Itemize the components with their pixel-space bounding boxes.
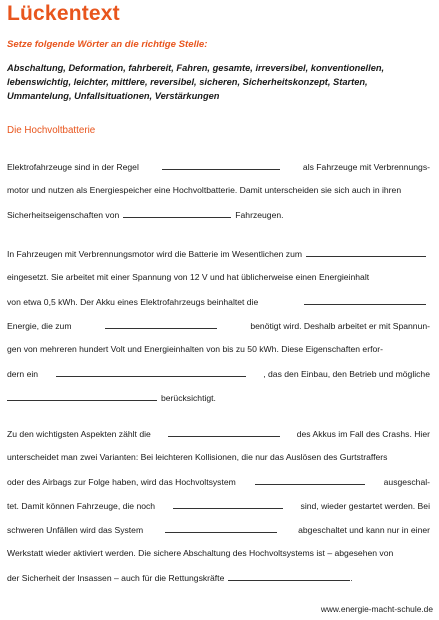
blank-field[interactable] bbox=[7, 391, 157, 401]
text-line bbox=[7, 523, 430, 536]
text-line bbox=[7, 271, 430, 283]
text-segment: Fahrzeugen. bbox=[235, 210, 284, 220]
text-segment: motor und nutzen als Energiespeicher eine Hochvoltbatterie. Damit unterscheiden sie sich auch in ihren bbox=[7, 185, 402, 195]
blank-field[interactable] bbox=[255, 475, 365, 485]
text-segment: Elektrofahrzeuge sind in der Regel bbox=[7, 162, 139, 172]
word-bank: Abschaltung, Deformation, fahrbereit, Fahren, gesamte, irreversibel, konventionellen, lebenswichtig, leichter, mittlere, reversibel, sicheren, Sicherheitskonzept, Starten, Ummantelung, Unfallsituationen, Verstärkungen bbox=[7, 63, 385, 102]
blank-field[interactable] bbox=[162, 160, 280, 170]
text-segment: , das den Einbau, den Betrieb und mögliche bbox=[263, 369, 430, 379]
blank-field[interactable] bbox=[304, 295, 426, 305]
text-line bbox=[7, 160, 430, 173]
blank-field[interactable] bbox=[173, 499, 283, 509]
blank-field[interactable] bbox=[123, 208, 231, 218]
text-segment: eingesetzt. Sie arbeitet mit einer Spannung von 12 V und hat üblicherweise einen Energieinhalt bbox=[7, 272, 370, 282]
text-line bbox=[7, 451, 430, 463]
text-line bbox=[7, 499, 430, 512]
text-segment: In Fahrzeugen mit Verbrennungsmotor wird die Batterie im Wesentlichen zum bbox=[7, 249, 303, 259]
worksheet-title: Lückentext bbox=[7, 2, 120, 25]
text-segment: als Fahrzeuge mit Verbrennungs- bbox=[302, 162, 430, 172]
blank-field[interactable] bbox=[228, 571, 353, 583]
text-segment: dern ein bbox=[7, 369, 39, 379]
text-segment: Energie, die zum bbox=[7, 321, 72, 331]
text-segment: von etwa 0,5 kWh. Der Akku eines Elektrofahrzeugs beinhaltet die bbox=[7, 297, 259, 307]
blank-field[interactable] bbox=[306, 247, 426, 257]
footer-url: www.energie-macht-schule.de bbox=[320, 604, 433, 614]
text-line bbox=[7, 391, 216, 404]
blank-field[interactable] bbox=[105, 319, 217, 329]
text-segment: oder des Airbags zur Folge haben, wird das Hochvoltsystem bbox=[7, 477, 236, 487]
text-line bbox=[7, 343, 430, 355]
text-line bbox=[7, 475, 430, 488]
text-segment: benötigt wird. Deshalb arbeitet er mit Spannun- bbox=[250, 321, 430, 331]
text-segment: schweren Unfällen wird das System bbox=[7, 525, 144, 535]
text-segment: des Akkus im Fall des Crashs. Hier bbox=[296, 429, 430, 439]
text-line bbox=[7, 427, 430, 440]
instruction-text: Setze folgende Wörter an die richtige Stelle: bbox=[7, 39, 208, 50]
blank-field[interactable] bbox=[168, 427, 280, 437]
text-line bbox=[7, 547, 430, 559]
text-segment: Sicherheitseigenschaften von bbox=[7, 210, 120, 220]
text-segment: unterscheidet man zwei Varianten: Bei leichteren Kollisionen, die nur das Auslösen des Gurtstraffers bbox=[7, 452, 388, 462]
text-line bbox=[7, 247, 430, 260]
text-segment: tet. Damit können Fahrzeuge, die noch bbox=[7, 501, 156, 511]
text-segment: Werkstatt wieder aktiviert werden. Die sichere Abschaltung des Hochvoltsystems ist – abgesehen von bbox=[7, 548, 394, 558]
text-segment: berücksichtigt. bbox=[161, 393, 216, 403]
text-segment: gen von mehreren hundert Volt und Energieinhalten von bis zu 50 kWh. Diese Eigenschaften erfor- bbox=[7, 344, 383, 354]
text-segment: Zu den wichtigsten Aspekten zählt die bbox=[7, 429, 151, 439]
blank-field[interactable] bbox=[165, 523, 277, 533]
text-line bbox=[7, 184, 430, 196]
text-segment: sind, wieder gestartet werden. Bei bbox=[300, 501, 430, 511]
text-segment: ausgeschal- bbox=[383, 477, 430, 487]
text-segment: . bbox=[350, 573, 353, 583]
text-line bbox=[7, 571, 353, 584]
text-segment: abgeschaltet und kann nur in einer bbox=[298, 525, 430, 535]
text-segment: der Sicherheit der Insassen – auch für die Rettungskräfte bbox=[7, 573, 225, 583]
text-line bbox=[7, 367, 430, 380]
text-line bbox=[7, 319, 430, 332]
text-line bbox=[7, 295, 430, 308]
blank-field[interactable] bbox=[56, 367, 246, 377]
text-line bbox=[7, 208, 284, 221]
section-heading: Die Hochvoltbatterie bbox=[7, 125, 96, 136]
